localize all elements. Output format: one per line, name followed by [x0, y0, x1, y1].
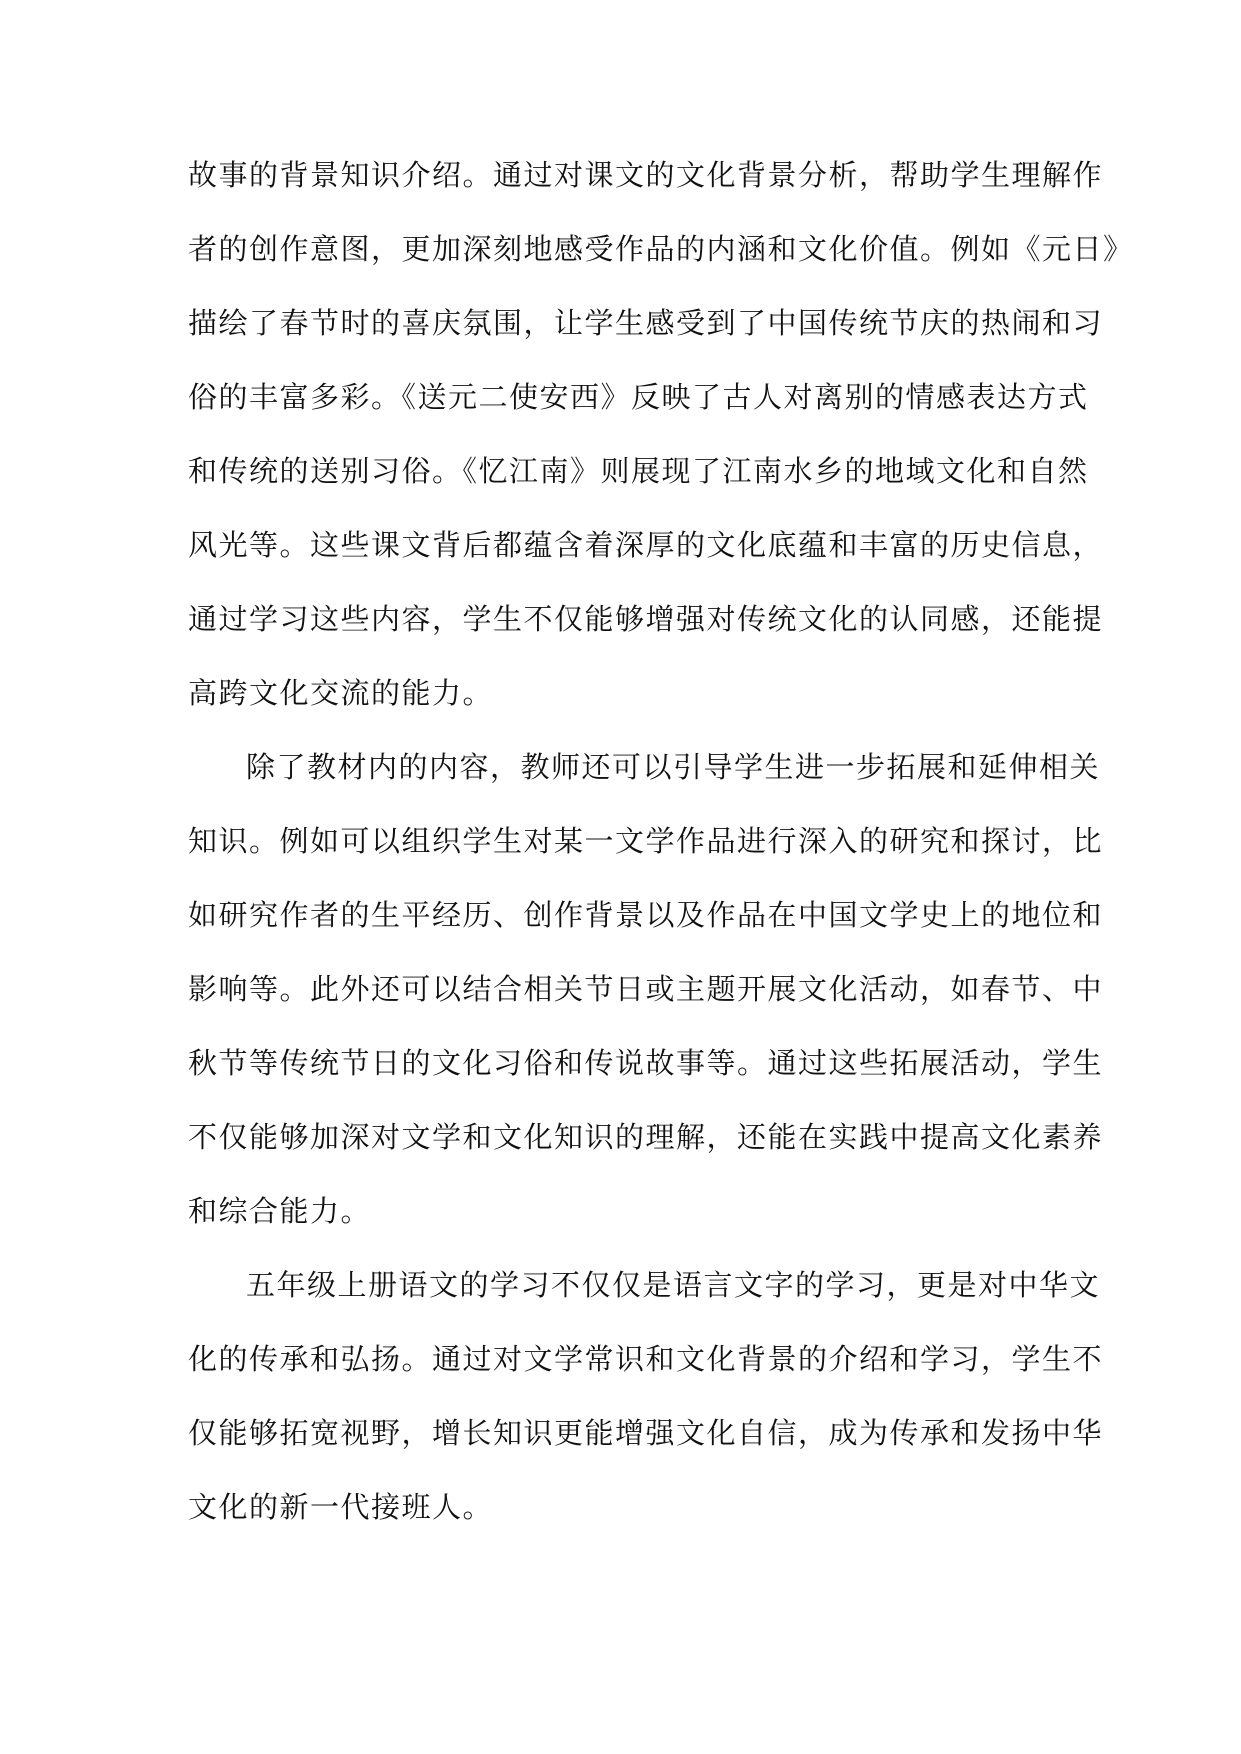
text-line: 高跨文化交流的能力。	[188, 676, 494, 710]
text-line: 俗的丰富多彩。《送元二使安西》反映了古人对离别的情感表达方式	[188, 380, 1089, 414]
text-line: 五年级上册语文的学习不仅仅是语言文字的学习，更是对中华文	[246, 1268, 1101, 1302]
paragraph-2	[188, 730, 1104, 1248]
text-line: 秋节等传统节日的文化习俗和传说故事等。通过这些拓展活动，学生	[188, 1046, 1104, 1080]
paragraph-1	[188, 138, 1134, 730]
text-line: 故事的背景知识介绍。通过对课文的文化背景分析，帮助学生理解作	[188, 158, 1104, 192]
text-line: 和传统的送别习俗。《忆江南》则展现了江南水乡的地域文化和自然	[188, 454, 1089, 488]
text-line: 化的传承和弘扬。通过对文学常识和文化背景的介绍和学习，学生不	[188, 1342, 1104, 1376]
text-line: 仅能够拓宽视野，增长知识更能增强文化自信，成为传承和发扬中华	[188, 1416, 1104, 1450]
text-line: 和综合能力。	[188, 1194, 372, 1228]
text-line: 风光等。这些课文背后都蕴含着深厚的文化底蕴和丰富的历史信息，	[188, 528, 1104, 562]
document-body	[188, 138, 1134, 1544]
text-line: 不仅能够加深对文学和文化知识的理解，还能在实践中提高文化素养	[188, 1120, 1104, 1154]
text-line: 通过学习这些内容，学生不仅能够增强对传统文化的认同感，还能提	[188, 602, 1104, 636]
text-line: 文化的新一代接班人。	[188, 1490, 494, 1524]
paragraph-3	[188, 1248, 1104, 1544]
text-line: 知识。例如可以组织学生对某一文学作品进行深入的研究和探讨，比	[188, 824, 1104, 858]
text-line: 者的创作意图，更加深刻地感受作品的内涵和文化价值。例如《元日》	[188, 232, 1134, 266]
text-line: 除了教材内的内容，教师还可以引导学生进一步拓展和延伸相关	[246, 750, 1101, 784]
text-line: 描绘了春节时的喜庆氛围，让学生感受到了中国传统节庆的热闹和习	[188, 306, 1104, 340]
text-line: 影响等。此外还可以结合相关节日或主题开展文化活动，如春节、中	[188, 972, 1104, 1006]
text-line: 如研究作者的生平经历、创作背景以及作品在中国文学史上的地位和	[188, 898, 1104, 932]
